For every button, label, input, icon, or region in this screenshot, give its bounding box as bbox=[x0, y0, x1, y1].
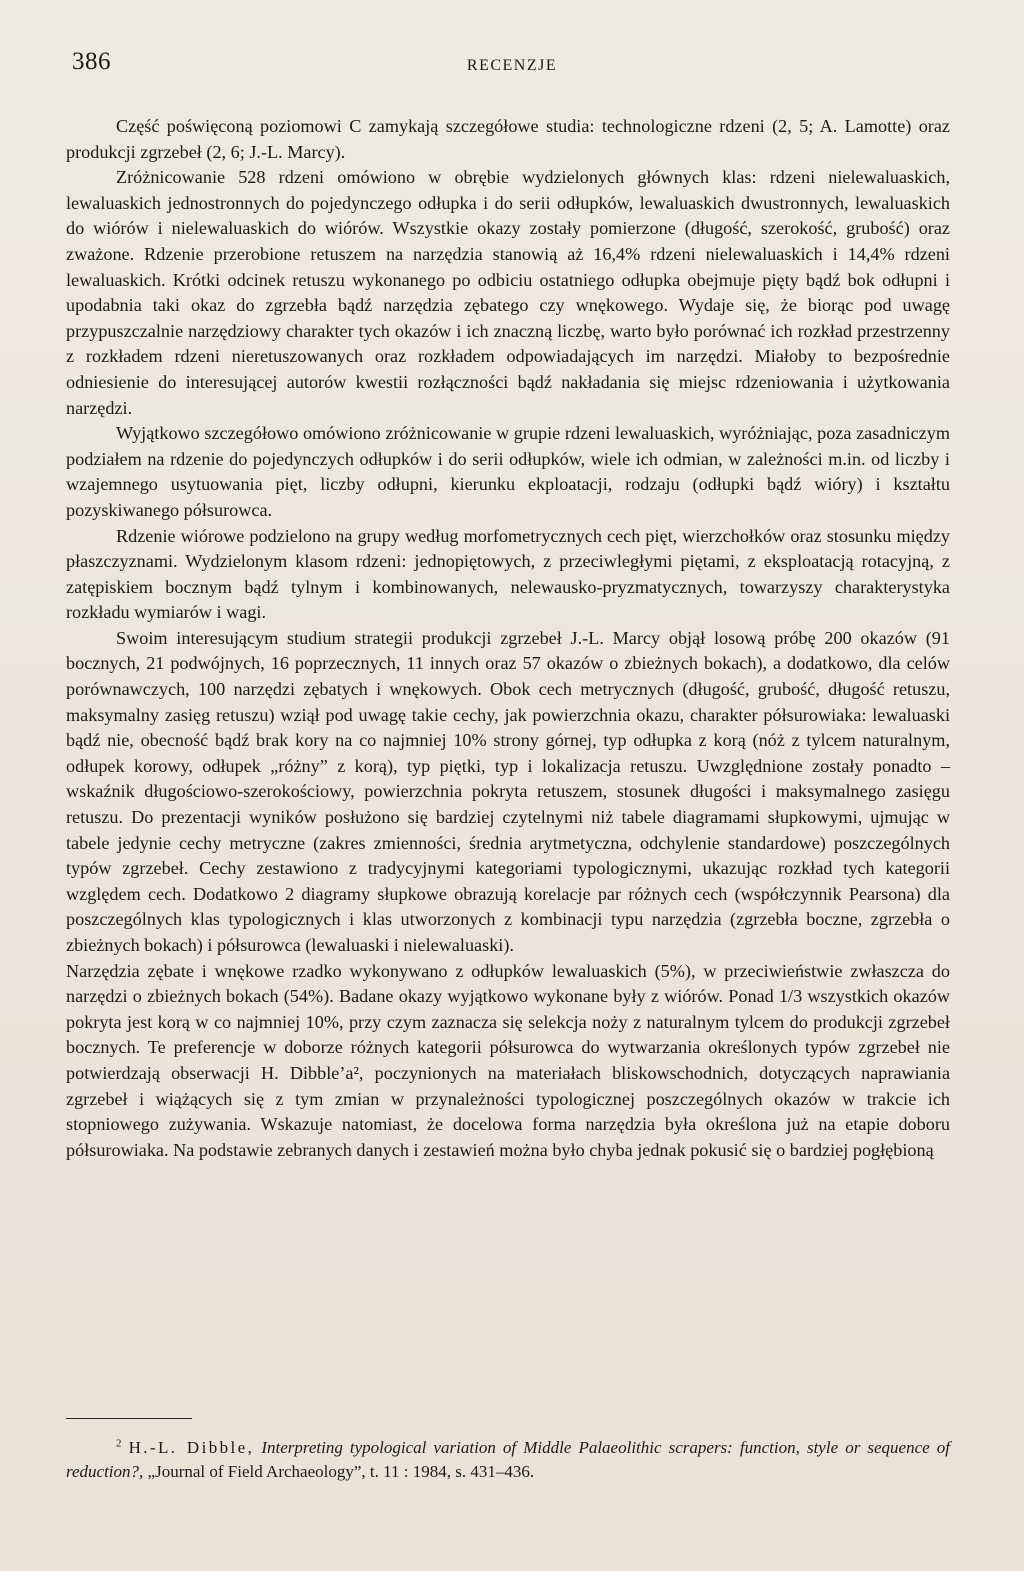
paragraph-part: poczynionych na materiałach bliskowschodnich, dotyczących naprawiania zgrzebeł i wiążących się z tym zmian w przynależności typologicznej poszczególnych okazów w trakcie ich stopniowego zużywania. Wskazuje natomiast, że docelowa forma narzędzia była określona już na etapie doboru półsurowiaka. Na podstawie zebranych danych i zestawień można było chyba jednak pokusić się o bardziej pogłębioną bbox=[66, 1062, 951, 1160]
paragraph: Wyjątkowo szczegółowo omówiono zróżnicowanie w grupie rdzeni lewaluaskich, wyróżniając, poza zasadniczym podziałem na rdzenie do pojedynczych odłupków i do serii odłupków, wiele ich odmian, w zależności m.in. od liczby i wzajemnego usytuowania pięt, liczby odłupni, kierunku ekploatacji, rodzaju (odłupki bądź wióry) i kształtu pozyskiwanego półsurowca. bbox=[66, 423, 950, 520]
paragraph: Część poświęconą poziomowi C zamykają szczegółowe studia: technologiczne rdzeni (2, 5; A. Lamotte) oraz produkcji zgrzebeł (2, 6; J.-L. Marcy). bbox=[66, 116, 950, 162]
body-text bbox=[66, 114, 950, 1163]
page-header bbox=[72, 48, 952, 88]
paragraph: Rdzenie wiórowe podzielono na grupy według morfometrycznych cech pięt, wierzchołków oraz stosunku między płaszczyznami. Wydzielonym klasom rdzeni: jednopiętowych, z przeciwległymi piętami, z eksploatacją rotacyjną, z zatępiskiem bocznym bądź tylnym i kombinowanych, nelewausko-pryzmatycznych, towarzyszy charakterystyka rozkładu wymiarów i wagi. bbox=[66, 525, 950, 623]
page-number: 386 bbox=[72, 48, 111, 75]
paragraph-part: Narzędzia zębate i wnękowe rzadko wykonywano z odłupków lewaluaskich (5%), w przeciwieństwie zwłaszcza do narzędzi o zbieżnych bokach (54%). Badane okazy wyjątkowo wykonane były z wiórów. Ponad 1/3 wszystkich okazów pokryta jest korą w co najmniej 10%, przy czym zaznacza się selekcja noży z naturalnym tylcem do produkcji zgrzebeł bocznych. Te preferencje w doborze różnych kategorii półsurowca do wytwarzania określonych typów zgrzebeł nie potwierdzają obserwacji H. Dibble’a², bbox=[66, 960, 950, 1083]
footnote-source: „Journal of Field Archaeology”, t. 11 : 1984, s. 431–436. bbox=[147, 1462, 535, 1481]
footnote-marker: 2 bbox=[116, 1437, 122, 1450]
footnote-author: H.-L. Dibble, bbox=[128, 1438, 255, 1457]
footnote bbox=[66, 1436, 950, 1484]
footnote-rule bbox=[66, 1418, 192, 1419]
footnote-title: Interpreting typological variation of Middle Palaeolithic scrapers: function, style or sequence of reduction?, bbox=[66, 1438, 951, 1481]
paragraph bbox=[66, 961, 950, 1160]
paragraph: Swoim interesującym studium strategii produkcji zgrzebeł J.-L. Marcy objął losową próbę 200 okazów (91 bocznych, 21 podwójnych, 16 poprzecznych, 11 innych oraz 57 okazów o zbieżnych bokach), a dodatkowo, dla celów porównawczych, 100 narzędzi zębatych i wnękowych. Obok cech metrycznych (długość, grubość, długość retuszu, maksymalny zasięg retuszu) wziął pod uwagę takie cechy, jak powierzchnia okazu, charakter półsurowiaka: lewaluaski bądź nie, obecność bądź brak kory na co najmniej 10% strony górnej, typ odłupka z korą (nóż z tylcem naturalnym, odłupek korowy, odłupek „różny” z korą), typ piętki, typ i lokalizacja retuszu. Uwzględnione zostały ponadto – wskaźnik długościowo-szerokościowy, powierzchnia pokryta retuszem, stosunek długości i maksymalnego zasięgu retuszu. Do prezentacji wyników posłużono się bardziej czytelnymi niż tabele diagramami słupkowymi, ujmując w tabele jedynie cechy metryczne (zakres zmienności, średnia arytmetyczna, odchylenie standardowe) poszczególnych typów zgrzebeł. Cechy zestawiono z tradycyjnymi kategoriami typologicznymi, ukazując rozkład tych kategorii względem cech. Dodatkowo 2 diagramy słupkowe obrazują korelacje par różnych cech (współczynnik Pearsona) dla poszczególnych klas typologicznych i klas utworzonych z kombinacji typu narzędzia (zgrzebła boczne, zgrzebła o zbieżnych bokach) i półsurowca (lewaluaski i nielewaluaski). bbox=[66, 627, 950, 955]
running-head: RECENZJE bbox=[466, 57, 558, 74]
paragraph: Zróżnicowanie 528 rdzeni omówiono w obrębie wydzielonych głównych klas: rdzeni nielewaluaskich, lewaluaskich jednostronnych do pojedynczego odłupka i do serii odłupków, lewaluaskich dwustronnych, lewaluaskich do wiórów i nielewaluaskich do wiórów. Wszystkie okazy zostały pomierzone (długość, szerokość, grubość) oraz zważone. Rdzenie przerobione retuszem na narzędzia stanowią aż 16,4% rdzeni nielewaluaskich i 14,4% rdzeni lewaluaskich. Krótki odcinek retuszu wykonanego po odbiciu ostatniego odłupka obejmuje pięty bądź bok odłupni i upodabnia taki okaz do zgrzebła bądź narzędzia zębatego czy wnękowego. Wydaje się, że biorąc pod uwagę przypuszczalnie narzędziowy charakter tych okazów i ich znaczną liczbę, warto było porównać ich rozkład przestrzenny z rozkładem rdzeni nieretuszowanych oraz rozkładem odpowiadających im narzędzi. Miałoby to bezpośrednie odniesienie do interesującej autorów kwestii rozłączności bądź nakładania się miejsc rdzeniowania i użytkowania narzędzi. bbox=[66, 167, 950, 418]
